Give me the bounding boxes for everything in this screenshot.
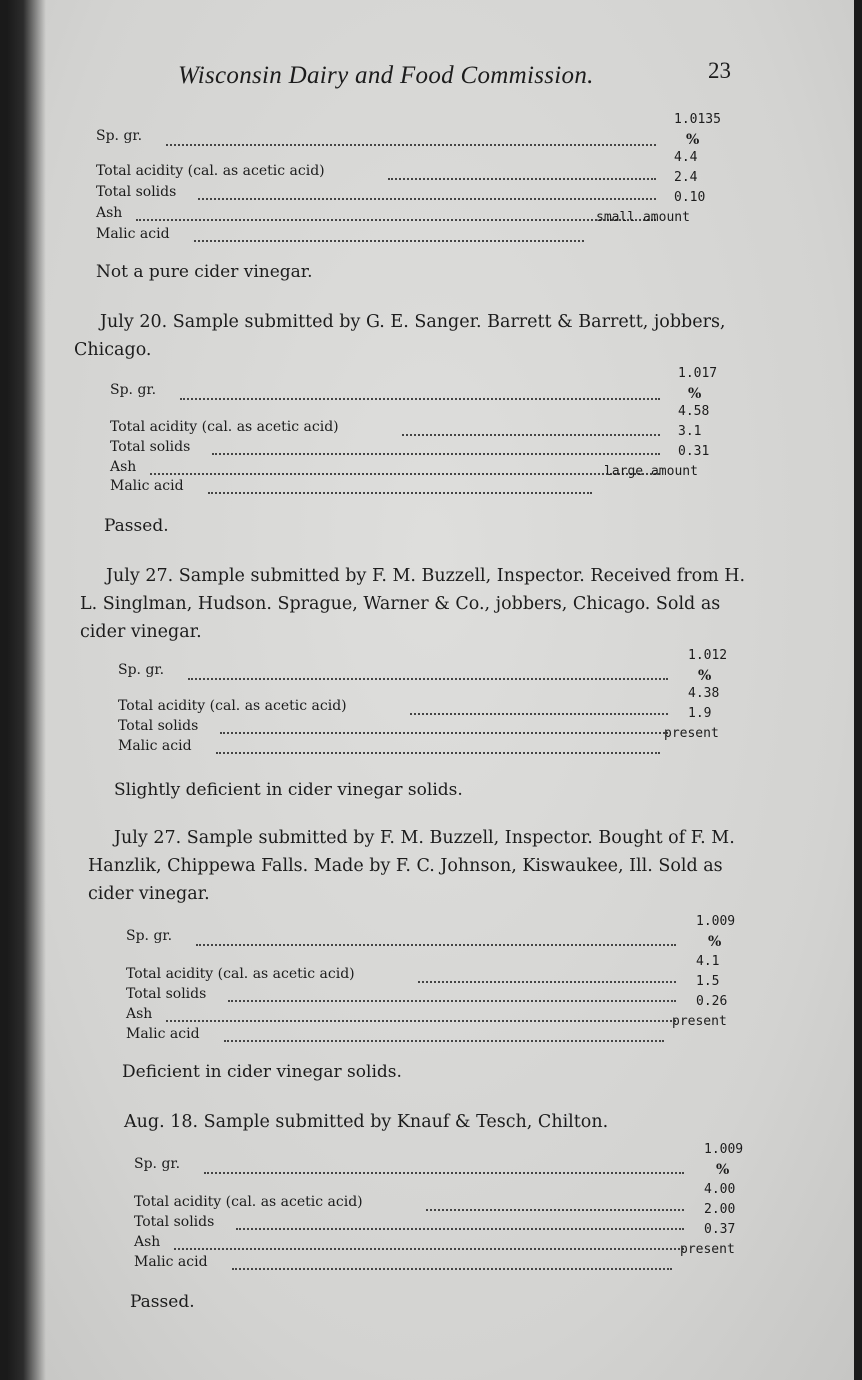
analysis-table (110, 364, 744, 492)
leader-dots (174, 1248, 684, 1250)
leader-dots (196, 944, 676, 946)
verdict: Passed. (104, 516, 169, 536)
analysis-table (134, 1136, 770, 1268)
analysis-table (118, 646, 752, 758)
row-ash (126, 1006, 152, 1022)
row-total-acidity (126, 966, 355, 982)
verdict: Passed. (130, 1292, 195, 1312)
row-label: Sp. gr. (126, 928, 173, 944)
running-header (178, 58, 738, 90)
row-sp-gr (96, 128, 142, 144)
row-value: small amount (596, 210, 690, 225)
row-value: present (680, 1242, 735, 1257)
row-label: Malic acid (110, 478, 184, 494)
analysis-table (126, 908, 760, 1040)
analysis-entry (88, 824, 760, 1082)
leader-dots (212, 453, 660, 455)
row-label: Total acidity (cal. as acetic acid) (96, 163, 325, 179)
row-malic-acid (118, 738, 192, 754)
leader-dots (388, 178, 656, 180)
row-label: Ash (96, 205, 123, 221)
leader-dots (198, 198, 656, 200)
row-value: 1.0135 (674, 112, 721, 127)
row-total-solids (118, 718, 198, 734)
row-sp-gr (110, 382, 156, 398)
row-value: 0.31 (678, 444, 710, 459)
percent-sign: % (708, 934, 722, 950)
analysis-entry (80, 562, 752, 800)
row-label: Total solids (110, 439, 191, 455)
percent-sign: % (686, 132, 700, 148)
leader-dots (204, 1172, 684, 1174)
row-value: 0.10 (674, 190, 706, 205)
leader-dots (188, 678, 668, 680)
entry-heading: July 20. Sample submitted by G. E. Sanger. Barrett & Barrett, jobbers, Chicago. (74, 312, 726, 360)
leader-dots (180, 398, 660, 400)
row-label: Malic acid (134, 1254, 208, 1270)
row-label: Malic acid (118, 738, 192, 754)
row-ash (96, 205, 122, 221)
running-header-title: Wisconsin Dairy and Food Commission. (178, 62, 594, 89)
row-label: Total solids (134, 1214, 215, 1230)
leader-dots (426, 1209, 684, 1211)
entry-heading: July 27. Sample submitted by F. M. Buzzell, Inspector. Bought of F. M. Hanzlik, Chippewa Falls. Made by F. C. Johnson, Kiswaukee, Ill. Sold as cider vinegar. (88, 828, 735, 904)
row-value: 3.1 (678, 424, 702, 439)
verdict: Not a pure cider vinegar. (96, 262, 313, 282)
row-label: Sp. gr. (118, 662, 165, 678)
row-value: 1.5 (696, 974, 720, 989)
row-malic-acid (96, 226, 170, 242)
row-value: 2.4 (674, 170, 698, 185)
row-total-acidity (110, 419, 339, 435)
row-value: 1.009 (696, 914, 736, 929)
row-value: 4.4 (674, 150, 698, 165)
row-total-solids (96, 184, 176, 200)
row-label: Total acidity (cal. as acetic acid) (126, 966, 355, 982)
leader-dots (236, 1228, 684, 1230)
row-label: Total acidity (cal. as acetic acid) (134, 1194, 363, 1210)
percent-sign: % (698, 668, 712, 684)
leader-dots (166, 1020, 676, 1022)
row-sp-gr (118, 662, 164, 678)
leader-dots (150, 473, 660, 475)
row-label: Total acidity (cal. as acetic acid) (110, 419, 339, 435)
leader-dots (418, 981, 676, 983)
book-page (8, 0, 854, 1380)
row-total-acidity (134, 1194, 363, 1210)
row-total-solids (134, 1214, 214, 1230)
row-value: 4.1 (696, 954, 720, 969)
page-number: 23 (708, 58, 731, 83)
book-spine-shadow (8, 0, 46, 1380)
row-label: Total acidity (cal. as acetic acid) (118, 698, 347, 714)
verdict: Deficient in cider vinegar solids. (122, 1062, 402, 1082)
leader-dots (216, 752, 660, 754)
leader-dots (232, 1268, 672, 1270)
leader-dots (194, 240, 584, 242)
verdict: Slightly deficient in cider vinegar solids. (114, 780, 463, 800)
row-value: 2.00 (704, 1202, 736, 1217)
analysis-entry (98, 1108, 770, 1312)
leader-dots (136, 219, 656, 221)
row-malic-acid (126, 1026, 200, 1042)
row-malic-acid (110, 478, 184, 494)
entry-heading: July 27. Sample submitted by F. M. Buzzell, Inspector. Received from H. L. Singlman, Hudson. Sprague, Warner & Co., jobbers, Chicago. Sold as cider vinegar. (80, 566, 746, 642)
leader-dots (410, 713, 668, 715)
row-value: present (672, 1014, 727, 1029)
analysis-table (96, 108, 736, 248)
row-value: 0.37 (704, 1222, 736, 1237)
row-label: Total solids (96, 184, 177, 200)
leader-dots (220, 732, 668, 734)
leader-dots (166, 144, 656, 146)
row-label: Ash (126, 1006, 153, 1022)
row-total-solids (126, 986, 206, 1002)
analysis-entry (96, 108, 736, 282)
row-sp-gr (134, 1156, 180, 1172)
row-value: 0.26 (696, 994, 728, 1009)
row-value: 1.9 (688, 706, 712, 721)
row-label: Malic acid (126, 1026, 200, 1042)
row-label: Total solids (118, 718, 199, 734)
row-sp-gr (126, 928, 172, 944)
percent-sign: % (716, 1162, 730, 1178)
row-ash (110, 459, 136, 475)
percent-sign: % (688, 386, 702, 402)
row-ash (134, 1234, 160, 1250)
row-value: 1.017 (678, 366, 718, 381)
row-malic-acid (134, 1254, 208, 1270)
leader-dots (402, 434, 660, 436)
leader-dots (228, 1000, 676, 1002)
row-label: Total solids (126, 986, 207, 1002)
analysis-entry (74, 308, 744, 536)
row-total-acidity (118, 698, 347, 714)
row-value: 4.58 (678, 404, 710, 419)
leader-dots (208, 492, 592, 494)
row-total-solids (110, 439, 190, 455)
leader-dots (224, 1040, 664, 1042)
row-label: Malic acid (96, 226, 170, 242)
row-total-acidity (96, 163, 325, 179)
row-value: 4.00 (704, 1182, 736, 1197)
entry-heading: Aug. 18. Sample submitted by Knauf & Tesch, Chilton. (124, 1112, 609, 1132)
row-label: Ash (134, 1234, 161, 1250)
row-label: Sp. gr. (110, 382, 157, 398)
row-label: Sp. gr. (96, 128, 143, 144)
row-label: Sp. gr. (134, 1156, 181, 1172)
row-value: 1.009 (704, 1142, 744, 1157)
row-value: large amount (604, 464, 698, 479)
row-value: 4.38 (688, 686, 720, 701)
row-label: Ash (110, 459, 137, 475)
row-value: 1.012 (688, 648, 728, 663)
row-value: present (664, 726, 719, 741)
